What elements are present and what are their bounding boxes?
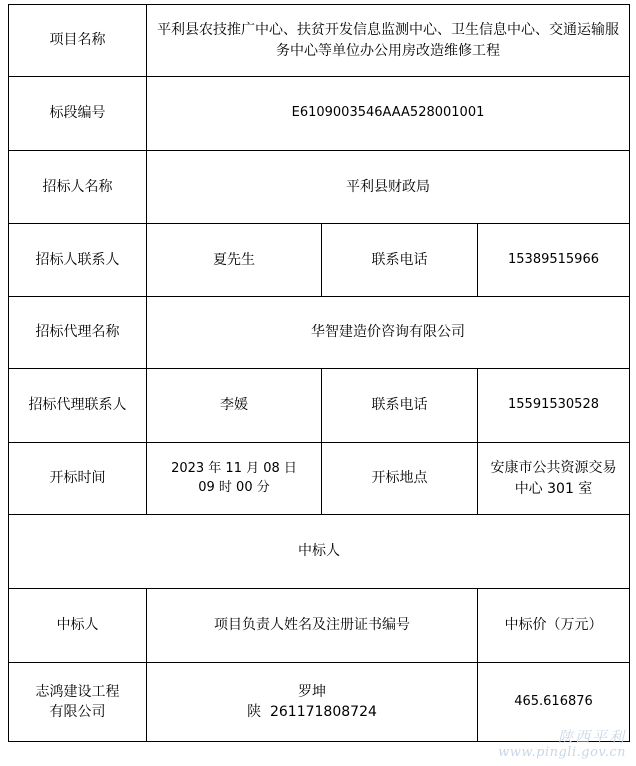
opening-place-value bbox=[478, 443, 630, 515]
row-opening bbox=[9, 443, 630, 515]
agency-value: 华智建造价咨询有限公司 bbox=[147, 297, 630, 369]
project-name-line2: 务中心等单位办公用房改造维修工程 bbox=[276, 42, 500, 59]
row-winner-section bbox=[9, 515, 630, 589]
row-winner-header bbox=[9, 589, 630, 663]
project-name-line1: 平利县农技推广中心、扶贫开发信息监测中心、卫生信息中心、交通运输服 bbox=[157, 22, 619, 39]
tenderer-phone: 15389515966 bbox=[478, 224, 630, 297]
opening-time-value bbox=[147, 443, 322, 515]
agency-contact-name: 李媛 bbox=[147, 369, 322, 443]
row-project-name bbox=[9, 5, 630, 77]
winner-header-manager: 项目负责人姓名及注册证书编号 bbox=[147, 589, 478, 663]
winner-manager-name: 罗坤 bbox=[298, 683, 326, 700]
project-name-label: 项目名称 bbox=[9, 5, 147, 77]
watermark-title: 陕西平利 bbox=[557, 728, 626, 747]
winner-company-line2: 有限公司 bbox=[49, 704, 106, 720]
tenderer-value: 平利县财政局 bbox=[147, 151, 630, 224]
row-tenderer bbox=[9, 151, 630, 224]
opening-place-label: 开标地点 bbox=[322, 443, 478, 515]
opening-place-line1: 安康市公共资源交易 bbox=[490, 460, 617, 477]
tenderer-contact-name: 夏先生 bbox=[147, 224, 322, 297]
winner-company-line1: 志鸿建设工程 bbox=[35, 683, 120, 700]
bid-result-table bbox=[8, 4, 630, 742]
project-name-value bbox=[147, 5, 630, 77]
winner-header-price: 中标价（万元） bbox=[478, 589, 630, 663]
row-tenderer-contact bbox=[9, 224, 630, 297]
section-code-label: 标段编号 bbox=[9, 77, 147, 151]
winner-header-winner: 中标人 bbox=[9, 589, 147, 663]
tenderer-label: 招标人名称 bbox=[9, 151, 147, 224]
opening-place-line2: 中心 301 室 bbox=[514, 480, 593, 497]
row-agency bbox=[9, 297, 630, 369]
row-winner bbox=[9, 663, 630, 742]
tenderer-phone-label: 联系电话 bbox=[322, 224, 478, 297]
winner-section-title: 中标人 bbox=[9, 515, 630, 589]
winner-price: 465.616876 bbox=[478, 663, 630, 742]
winner-company bbox=[9, 663, 147, 742]
winner-manager-cert: 陕 261171808724 bbox=[247, 704, 377, 720]
agency-label: 招标代理名称 bbox=[9, 297, 147, 369]
agency-phone: 15591530528 bbox=[478, 369, 630, 443]
opening-date: 2023 年 11 月 08 日 bbox=[171, 460, 297, 476]
section-code-value: E6109003546AAA528001001 bbox=[147, 77, 630, 151]
agency-phone-label: 联系电话 bbox=[322, 369, 478, 443]
agency-contact-label: 招标代理联系人 bbox=[9, 369, 147, 443]
opening-hour: 09 时 00 分 bbox=[198, 479, 270, 495]
tenderer-contact-label: 招标人联系人 bbox=[9, 224, 147, 297]
watermark-url: www.pingli.gov.cn bbox=[498, 744, 626, 760]
winner-manager bbox=[147, 663, 478, 742]
opening-time-label: 开标时间 bbox=[9, 443, 147, 515]
row-agency-contact bbox=[9, 369, 630, 443]
row-section-code bbox=[9, 77, 630, 151]
